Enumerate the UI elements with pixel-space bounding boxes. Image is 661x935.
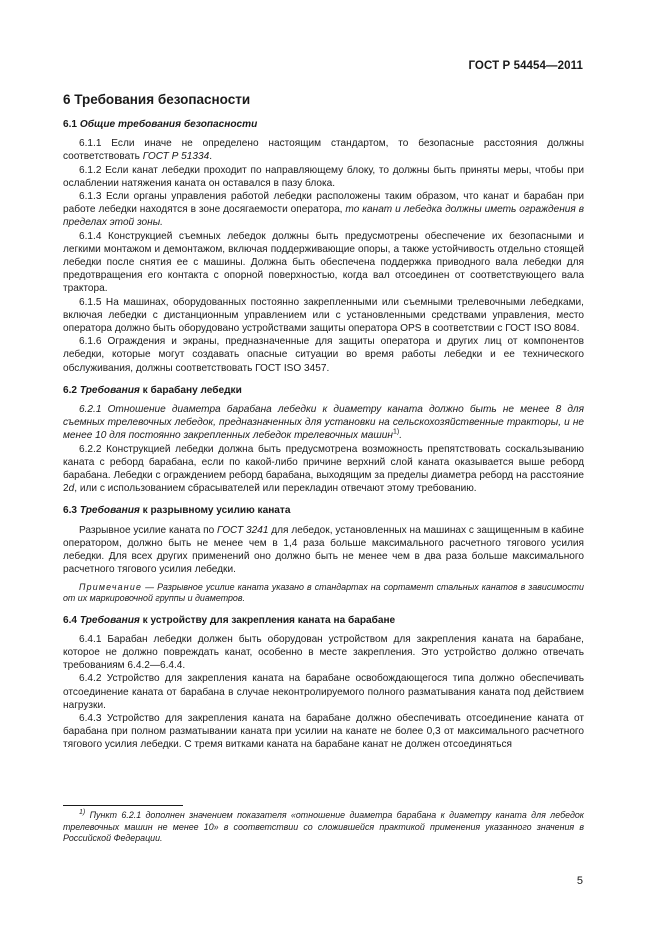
reference-link: ГОСТ Р 51334: [142, 151, 210, 163]
subsection-title-text: к устройству для закрепления каната на барабане: [139, 614, 396, 626]
subsection-title-text: к разрывному усилию каната: [139, 505, 291, 517]
paragraph-6-4-1: 6.4.1 Барабан лебедки должен быть оборудован устройством для закрепления каната на барабане, которое не должно повреждать канат, особенно в месте закрепления. Это устройство должно отвечать требованиям 6.4.2—6.4.4.: [63, 633, 584, 672]
paragraph-text: 6.1.3 Если органы управления работой лебедки расположены таким образом, что канат и барабан при работе лебедки находятся в зоне досягаемости оператора,: [63, 191, 584, 216]
paragraph-text: .: [399, 430, 403, 442]
paragraph-6-1-2: 6.1.2 Если канат лебедки проходит по направляющему блоку, то должны быть приняты меры, чтобы при ослаблении натяжения каната он оставался в пазу блока.: [63, 164, 584, 189]
footnote-ref: 1): [392, 429, 400, 437]
note-text: — Разрывное усилие каната указано в стандартах на сортамент стальных канатов в зависимости от их маркировочной группы и диаметров.: [63, 581, 584, 603]
paragraph-6-4-3: 6.4.3 Устройство для закрепления каната на барабане должно обеспечивать отсоединение каната от барабана при полном разматывании каната при усилии на канате не более 0,3 от максимального расчетного тягового усилия лебедки. С тремя витками каната на барабане канат не должен отсоединяться: [63, 712, 584, 751]
paragraph-text: 6.2.2 Конструкцией лебедки должна быть предусмотрена возможность препятствовать соскальзыванию каната с реборд барабана, если по какой-либо причине верхний слой каната оказывается выше реборд барабана. Лебедки с ограждением реборд барабана, выходящим за пределы диаметра реборд на расстояние 2: [63, 443, 584, 495]
paragraph-6-2-1: [63, 403, 584, 443]
paragraph-6-1-5: 6.1.5 На машинах, оборудованных постоянно закрепленными или съемными трелевочными лебедками, включая лебедки с дистанционным управлением или с установленными средствами управления, место оператора должно быть оборудовано устройствами защиты оператора OPS в соответствии с ГОСТ ISO 8084.: [63, 296, 584, 335]
footnote-divider: [63, 805, 183, 806]
standard-header: ГОСТ Р 54454—2011: [468, 60, 583, 72]
paragraph-text: .: [209, 151, 213, 163]
subsection-title-6-4: [63, 614, 584, 627]
footnote-text: Пункт 6.2.1 дополнен значением показателя «отношение диаметра барабана к диаметру каната для лебедок трелевочных машин не менее 10» в соответствии со сложившейся практикой применения указанного значения в Российской Федерации.: [63, 810, 584, 843]
paragraph-text: для лебедок, установленных на машинах с защищенным в кабине оператором, должно быть не менее чем в 1,4 раза больше максимального расчетного тягового усилия лебедки. Для всех других применений оно должно быть не менее чем в два раза больше максимального расчетного тягового усилия лебедки.: [63, 524, 584, 576]
subsection-title-6-3: [63, 504, 584, 517]
paragraph-6-2-2: [63, 443, 584, 496]
paragraph-6-1-1: [63, 137, 584, 163]
paragraph-6-4-2: 6.4.2 Устройство для закрепления каната на барабане освобождающегося типа должно обеспечивать отсоединение каната от барабана в случае неконтролируемого полного разматывания каната под действием нагрузки.: [63, 673, 584, 711]
paragraph-6-3: [63, 524, 584, 577]
footnote-marker: 1): [79, 809, 86, 817]
paragraph-6-1-6: 6.1.6 Ограждения и экраны, предназначенные для защиты оператора и других лиц от компонентов лебедки, которые могут создавать опасные ситуации во время работы лебедки и ее технического обслуживания, должны соответствовать ГОСТ ISO 3457.: [63, 336, 584, 374]
subsection-title-text: к барабану лебедки: [139, 384, 242, 396]
paragraph-emphasis: то канат и лебедка должны иметь ограждения в пределах этой зоны.: [63, 204, 584, 229]
subsection-number: 6.2: [63, 384, 80, 396]
page-content: [63, 92, 584, 752]
note-label: Примечание: [79, 581, 143, 592]
variable-d: d: [68, 483, 75, 495]
paragraph-6-1-3: [63, 190, 584, 230]
subsection-number: 6.4: [63, 614, 80, 626]
subsection-number: 6.1: [63, 119, 80, 130]
paragraph-emphasis: 6.2.1 Отношение диаметра барабана лебедки к диаметру каната должно быть не менее 8 для съемных трелевочных лебедок, предназначенных для установки на сельскохозяйственные тракторы, и не менее 10 для постоянно закрепленных лебедок трелевочных машин: [63, 404, 584, 442]
subsection-title-6-2: [63, 384, 584, 397]
paragraph-text: Разрывное усилие каната по: [79, 524, 218, 536]
paragraph-text: 6.1.1 Если иначе не определено настоящим стандартом, то безопасные расстояния должны соответствовать: [63, 138, 584, 163]
reference-link: ГОСТ 3241: [217, 524, 269, 536]
paragraph-text: , или с использованием сбрасывателей или перекладин отвечают этому требованию.: [74, 483, 477, 495]
subsection-title-6-1: [63, 118, 584, 131]
section-title: 6 Требования безопасности: [63, 92, 251, 107]
subsection-number: 6.3: [63, 505, 80, 517]
subsection-title-emphasis: Требования: [79, 505, 140, 517]
footnote: [63, 810, 584, 845]
subsection-title-text: Общие требования безопасности: [79, 119, 258, 130]
subsection-title-emphasis: Требования: [79, 614, 140, 626]
subsection-title-emphasis: Требования: [79, 384, 140, 396]
note-6-3: [63, 582, 584, 605]
paragraph-6-1-4: 6.1.4 Конструкцией съемных лебедок должны быть предусмотрены обеспечение их безопасными и легкими монтажом и демонтажом, включая поддерживающие опоры, а также устойчивость отдельно стоящей лебедки после снятия ее с машины. Должна быть обеспечена поддержка приводного вала лебедки для предотвращения его контакта с опорной поверхностью, когда вал отсоединен от соответствующего вала трактора.: [63, 230, 584, 295]
page-number: 5: [576, 875, 583, 887]
